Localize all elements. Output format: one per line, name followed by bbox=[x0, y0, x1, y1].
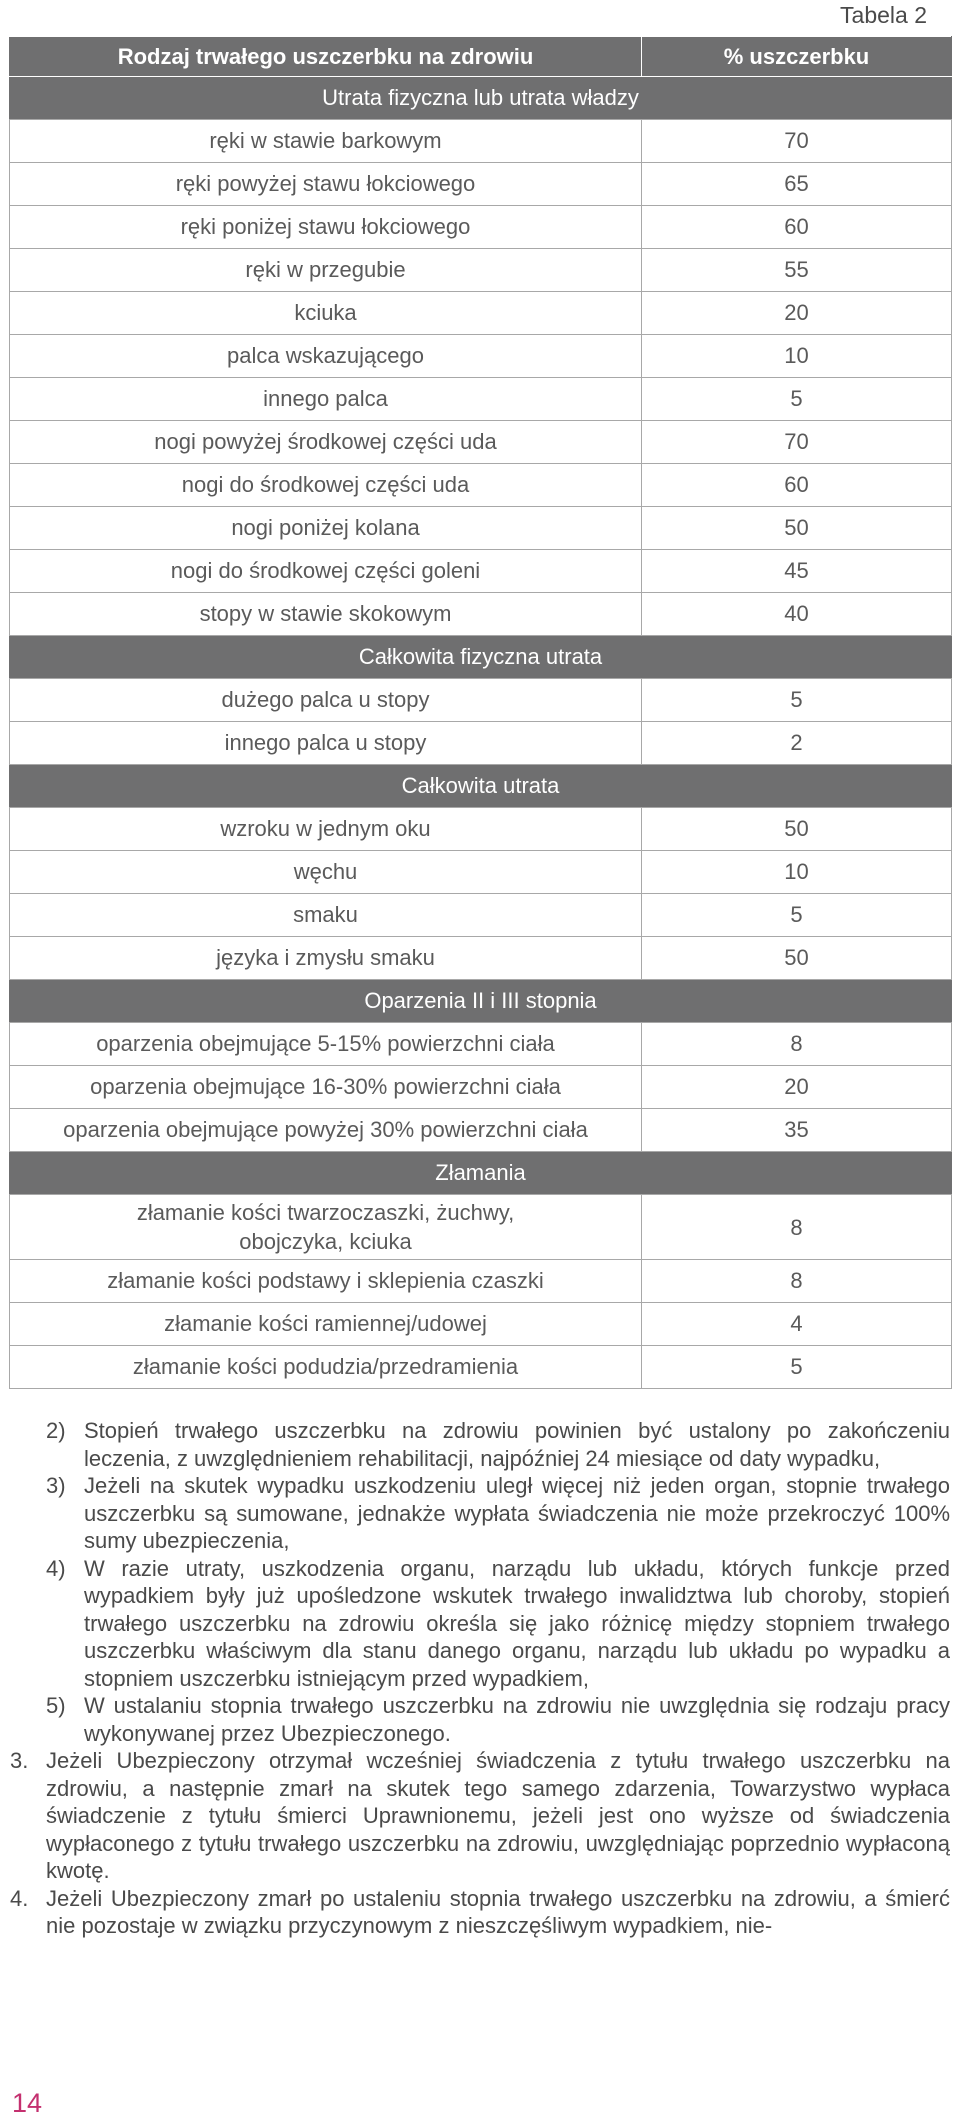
section-title: Oparzenia II i III stopnia bbox=[10, 980, 952, 1023]
injury-type-cell: smaku bbox=[10, 894, 642, 937]
percent-cell: 60 bbox=[642, 206, 952, 249]
percent-cell: 8 bbox=[642, 1260, 952, 1303]
table-row bbox=[10, 937, 952, 980]
table-row bbox=[10, 507, 952, 550]
percent-cell: 45 bbox=[642, 550, 952, 593]
injury-type-cell: ręki poniżej stawu łokciowego bbox=[10, 206, 642, 249]
section-header-row bbox=[10, 77, 952, 120]
percent-cell: 10 bbox=[642, 335, 952, 378]
list-item bbox=[0, 1747, 960, 1885]
percent-cell: 40 bbox=[642, 593, 952, 636]
injury-type-cell: języka i zmysłu smaku bbox=[10, 937, 642, 980]
list-item-text: Jeżeli Ubezpieczony otrzymał wcześniej świadczenia z tytułu trwałego uszczerbku na zdrowiu, a następnie zmarł na skutek tego samego zdarzenia, Towarzystwo wypłaca świadczenie z tytułu śmierci Uprawnionemu, jeżeli jest ono wyższe od świadczenia wypłaconego z tytułu trwałego uszczerbku na zdrowiu, uwzględniając poprzednio wypłaconą kwotę. bbox=[46, 1748, 950, 1883]
injury-type-cell: wzroku w jednym oku bbox=[10, 808, 642, 851]
injury-type-cell: nogi poniżej kolana bbox=[10, 507, 642, 550]
list-item-number: 3. bbox=[10, 1748, 29, 1773]
injury-type-cell: stopy w stawie skokowym bbox=[10, 593, 642, 636]
table-body bbox=[10, 77, 952, 1389]
table-row bbox=[10, 722, 952, 765]
table-row bbox=[10, 1109, 952, 1152]
sub-list-item bbox=[0, 1555, 960, 1693]
list-item-text: Stopień trwałego uszczerbku na zdrowiu powinien być ustalony po zakończeniu leczenia, z uwzględnieniem rehabilitacji, najpóźniej 24 miesiące od daty wypadku, bbox=[84, 1418, 950, 1471]
table-row bbox=[10, 1023, 952, 1066]
percent-cell: 20 bbox=[642, 1066, 952, 1109]
list-item bbox=[0, 1885, 960, 1940]
percent-cell: 70 bbox=[642, 120, 952, 163]
table-row bbox=[10, 163, 952, 206]
table-row bbox=[10, 808, 952, 851]
table-row bbox=[10, 120, 952, 163]
section-title: Złamania bbox=[10, 1152, 952, 1195]
section-title: Utrata fizyczna lub utrata władzy bbox=[10, 77, 952, 120]
table-caption: Tabela 2 bbox=[840, 2, 927, 28]
injury-type-cell: oparzenia obejmujące 5-15% powierzchni ciała bbox=[10, 1023, 642, 1066]
list-item-number: 5) bbox=[46, 1693, 66, 1718]
injury-type-cell: oparzenia obejmujące 16-30% powierzchni ciała bbox=[10, 1066, 642, 1109]
injury-type-cell: złamanie kości ramiennej/udowej bbox=[10, 1303, 642, 1346]
section-header-row bbox=[10, 1152, 952, 1195]
table-row bbox=[10, 851, 952, 894]
table-header-row bbox=[10, 37, 952, 77]
sub-list-item bbox=[0, 1692, 960, 1747]
percent-cell: 5 bbox=[642, 1346, 952, 1389]
injury-type-cell: nogi do środkowej części uda bbox=[10, 464, 642, 507]
table-row bbox=[10, 335, 952, 378]
column-header-percent: % uszczerbku bbox=[642, 37, 952, 77]
injury-type-cell: innego palca u stopy bbox=[10, 722, 642, 765]
sub-list-item bbox=[0, 1472, 960, 1555]
injury-type-cell: innego palca bbox=[10, 378, 642, 421]
percent-cell: 10 bbox=[642, 851, 952, 894]
injury-type-cell: kciuka bbox=[10, 292, 642, 335]
injury-type-cell: złamanie kości podstawy i sklepienia czaszki bbox=[10, 1260, 642, 1303]
section-header-row bbox=[10, 980, 952, 1023]
injury-type-cell: ręki w stawie barkowym bbox=[10, 120, 642, 163]
injury-type-cell: oparzenia obejmujące powyżej 30% powierzchni ciała bbox=[10, 1109, 642, 1152]
percent-cell: 65 bbox=[642, 163, 952, 206]
percent-cell: 4 bbox=[642, 1303, 952, 1346]
list-item-number: 3) bbox=[46, 1473, 66, 1498]
section-header-row bbox=[10, 765, 952, 808]
injury-type-cell: dużego palca u stopy bbox=[10, 679, 642, 722]
table-row bbox=[10, 1303, 952, 1346]
injury-type-cell: ręki powyżej stawu łokciowego bbox=[10, 163, 642, 206]
table-row bbox=[10, 249, 952, 292]
percent-cell: 35 bbox=[642, 1109, 952, 1152]
injury-type-cell: nogi powyżej środkowej części uda bbox=[10, 421, 642, 464]
table-row bbox=[10, 1066, 952, 1109]
section-title: Całkowita utrata bbox=[10, 765, 952, 808]
percent-cell: 2 bbox=[642, 722, 952, 765]
table-row bbox=[10, 593, 952, 636]
provisions-list bbox=[0, 1417, 960, 1940]
list-item-number: 2) bbox=[46, 1418, 66, 1443]
percent-cell: 50 bbox=[642, 808, 952, 851]
injury-percentage-table bbox=[9, 36, 952, 1389]
table-row bbox=[10, 1346, 952, 1389]
injury-type-cell: złamanie kości podudzia/przedramienia bbox=[10, 1346, 642, 1389]
table-row bbox=[10, 464, 952, 507]
section-title: Całkowita fizyczna utrata bbox=[10, 636, 952, 679]
table-row bbox=[10, 378, 952, 421]
injury-type-cell: nogi do środkowej części goleni bbox=[10, 550, 642, 593]
percent-cell: 55 bbox=[642, 249, 952, 292]
table-row bbox=[10, 292, 952, 335]
table-row bbox=[10, 894, 952, 937]
table-row bbox=[10, 421, 952, 464]
sub-list-item bbox=[0, 1417, 960, 1472]
list-item-text: W razie utraty, uszkodzenia organu, narządu lub układu, których funkcje przed wypadkiem były już upośledzone wskutek trwałego inwalidztwa lub choroby, stopień trwałego uszczerbku na zdrowiu określa się jako różnicę między stopniem trwałego uszczerbku właściwym dla stanu danego organu, narządu lub układu po wypadku a stopniem uszczerbku istniejącym przed wypadkiem, bbox=[84, 1555, 950, 1691]
list-item-number: 4. bbox=[10, 1885, 29, 1911]
table-row bbox=[10, 679, 952, 722]
percent-cell: 5 bbox=[642, 679, 952, 722]
list-item-number: 4) bbox=[46, 1555, 66, 1581]
injury-type-cell: węchu bbox=[10, 851, 642, 894]
percent-cell: 5 bbox=[642, 378, 952, 421]
list-item-text: Jeżeli Ubezpieczony zmarł po ustaleniu stopnia trwałego uszczerbku na zdrowiu, a śmierć nie pozostaje w związku przyczynowym z nieszczęśliwym wypadkiem, nie- bbox=[46, 1885, 950, 1938]
percent-cell: 50 bbox=[642, 937, 952, 980]
list-item-text: Jeżeli na skutek wypadku uszkodzeniu uległ więcej niż jeden organ, stopnie trwałego uszczerbku są sumowane, jednakże wypłata świadczenia nie może przekroczyć 100% sumy ubezpieczenia, bbox=[84, 1473, 950, 1553]
injury-type-cell: palca wskazującego bbox=[10, 335, 642, 378]
table-row bbox=[10, 550, 952, 593]
percent-cell: 70 bbox=[642, 421, 952, 464]
percent-cell: 50 bbox=[642, 507, 952, 550]
percent-cell: 8 bbox=[642, 1023, 952, 1066]
percent-cell: 20 bbox=[642, 292, 952, 335]
percent-cell: 5 bbox=[642, 894, 952, 937]
table-row bbox=[10, 1195, 952, 1260]
percent-cell: 8 bbox=[642, 1195, 952, 1260]
injury-type-cell: ręki w przegubie bbox=[10, 249, 642, 292]
table-row bbox=[10, 1260, 952, 1303]
list-item-text: W ustalaniu stopnia trwałego uszczerbku na zdrowiu nie uwzględnia się rodzaju pracy wykonywanej przez Ubezpieczonego. bbox=[84, 1693, 950, 1746]
injury-type-cell: złamanie kości twarzoczaszki, żuchwy, obojczyka, kciuka bbox=[10, 1195, 642, 1260]
section-header-row bbox=[10, 636, 952, 679]
percent-cell: 60 bbox=[642, 464, 952, 507]
table-row bbox=[10, 206, 952, 249]
column-header-injury-type: Rodzaj trwałego uszczerbku na zdrowiu bbox=[10, 37, 642, 77]
page-number: 14 bbox=[12, 2088, 43, 2118]
